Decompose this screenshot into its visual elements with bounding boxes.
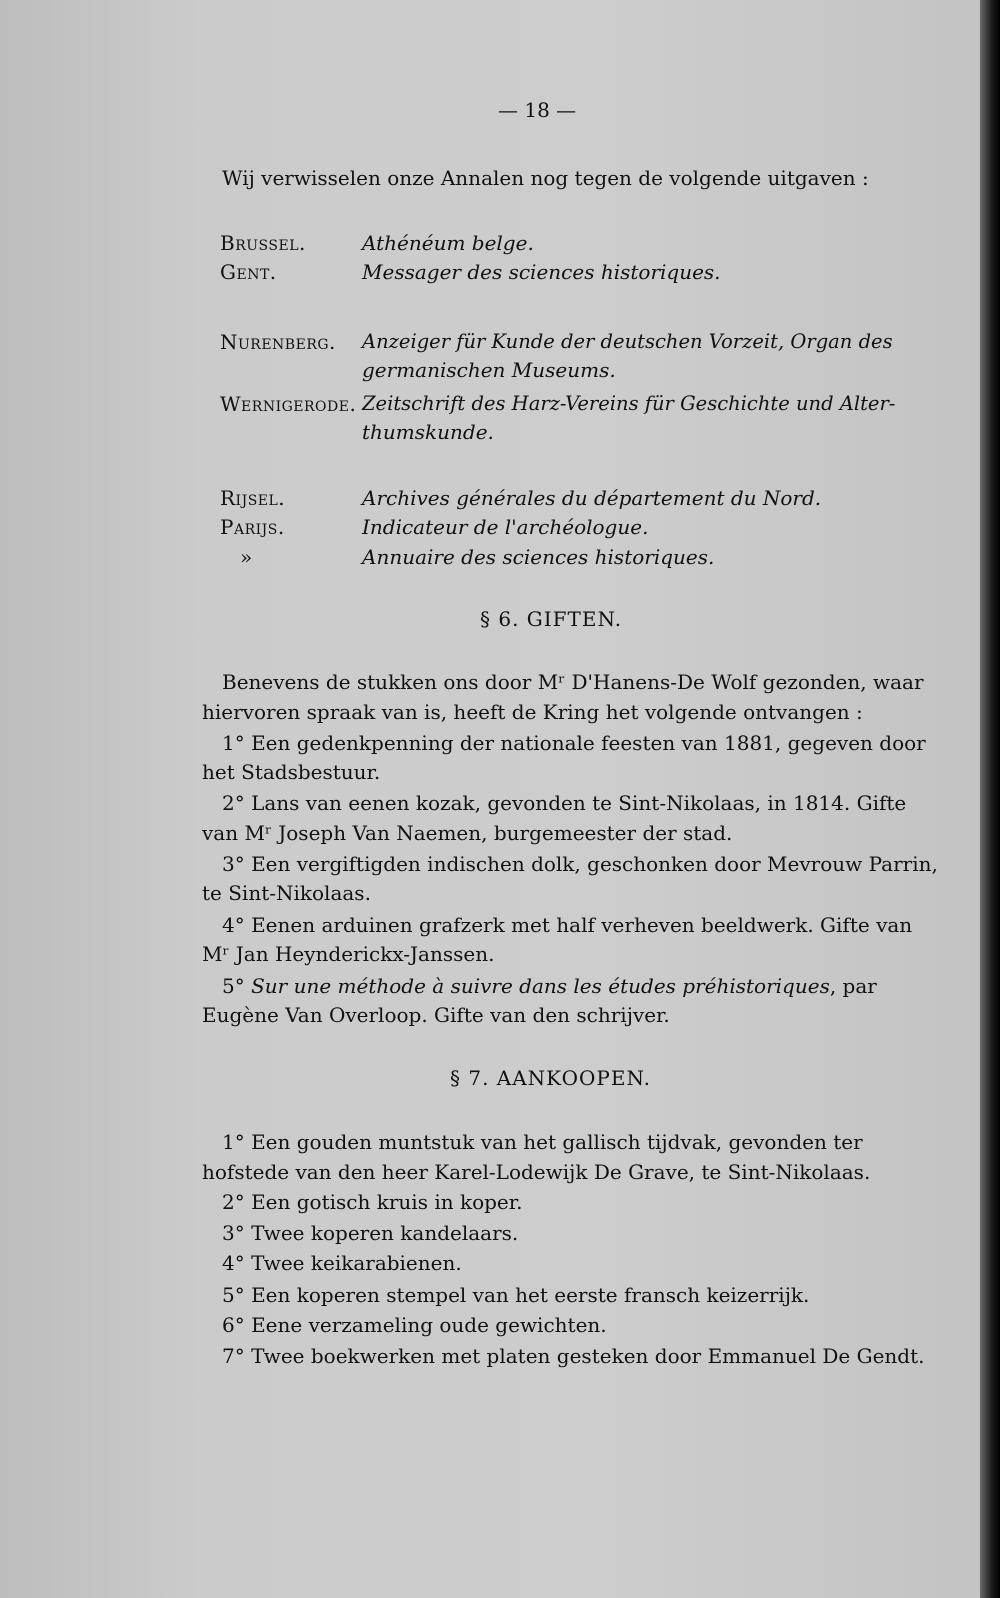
exchange-title: Anzeiger für Kunde der deutschen Vorzeit, Organ des: [362, 330, 893, 353]
paragraph-line: 4° Eenen arduinen grafzerk met half verheven beeldwerk. Gifte van: [222, 913, 913, 937]
paragraph-line: hofstede van den heer Karel-Lodewijk De Grave, te Sint-Nikolaas.: [202, 1160, 871, 1184]
exchange-city: Parijs.: [220, 515, 285, 539]
section-heading: § 6. GIFTEN.: [480, 607, 623, 631]
exchange-title-cont: germanischen Museums.: [362, 358, 616, 382]
exchange-title: Archives générales du département du Nord.: [362, 486, 822, 510]
paragraph-line: [222, 974, 877, 998]
paragraph-line: Mʳ Jan Heynderickx-Janssen.: [202, 942, 495, 966]
page-number: — 18 —: [498, 98, 577, 122]
exchange-city: Brussel.: [220, 231, 306, 255]
exchange-city: Gent.: [220, 260, 277, 284]
paragraph-line: 6° Eene verzameling oude gewichten.: [222, 1313, 607, 1337]
exchange-title-cont: thumskunde.: [362, 420, 494, 444]
paragraph-line: van Mʳ Joseph Van Naemen, burgemeester der stad.: [202, 821, 733, 845]
exchange-city: Nurenberg.: [220, 330, 336, 354]
page-edge-shadow: [980, 0, 1000, 1598]
exchange-title: Messager des sciences historiques.: [362, 260, 721, 284]
paragraph-line: 2° Lans van eenen kozak, gevonden te Sint-Nikolaas, in 1814. Gifte: [222, 791, 907, 815]
paragraph-line: 1° Een gouden muntstuk van het gallisch tijdvak, gevonden ter: [222, 1130, 863, 1154]
paragraph-line: 5° Een koperen stempel van het eerste fransch keizerrijk.: [222, 1283, 810, 1307]
paragraph-line: 1° Een gedenkpenning der nationale feesten van 1881, gegeven door: [222, 731, 926, 755]
paragraph-line: Benevens de stukken ons door Mʳ D'Hanens-De Wolf gezonden, waar: [222, 670, 924, 694]
exchange-title: Athénéum belge.: [362, 231, 534, 255]
exchange-city: Wernigerode.: [220, 392, 357, 416]
paragraph-line: 3° Een vergiftigden indischen dolk, geschonken door Mevrouw Parrin,: [222, 852, 938, 876]
paragraph-line: het Stadsbestuur.: [202, 760, 381, 784]
paragraph-line: 4° Twee keikarabienen.: [222, 1251, 462, 1275]
item-suffix: , par: [829, 974, 877, 998]
item-number: 5°: [222, 974, 245, 998]
exchange-title: Indicateur de l'archéologue.: [362, 515, 649, 539]
exchange-title: Annuaire des sciences historiques.: [362, 545, 715, 569]
paragraph-line: 2° Een gotisch kruis in koper.: [222, 1190, 523, 1214]
book-title: Sur une méthode à suivre dans les études préhistoriques: [251, 974, 830, 998]
intro-text: Wij verwisselen onze Annalen nog tegen de volgende uitgaven :: [222, 166, 869, 190]
section-heading: § 7. AANKOOPEN.: [450, 1066, 652, 1090]
paragraph-line: Eugène Van Overloop. Gifte van den schrijver.: [202, 1003, 670, 1027]
paragraph-line: te Sint-Nikolaas.: [202, 881, 371, 905]
exchange-city: Rijsel.: [220, 486, 286, 510]
exchange-city-ditto: »: [240, 545, 253, 569]
paragraph-line: 7° Twee boekwerken met platen gesteken door Emmanuel De Gendt.: [222, 1344, 925, 1368]
paragraph-line: 3° Twee koperen kandelaars.: [222, 1221, 519, 1245]
paragraph-line: hiervoren spraak van is, heeft de Kring het volgende ontvangen :: [202, 700, 863, 724]
exchange-title: Zeitschrift des Harz-Vereins für Geschichte und Alter-: [362, 392, 896, 415]
